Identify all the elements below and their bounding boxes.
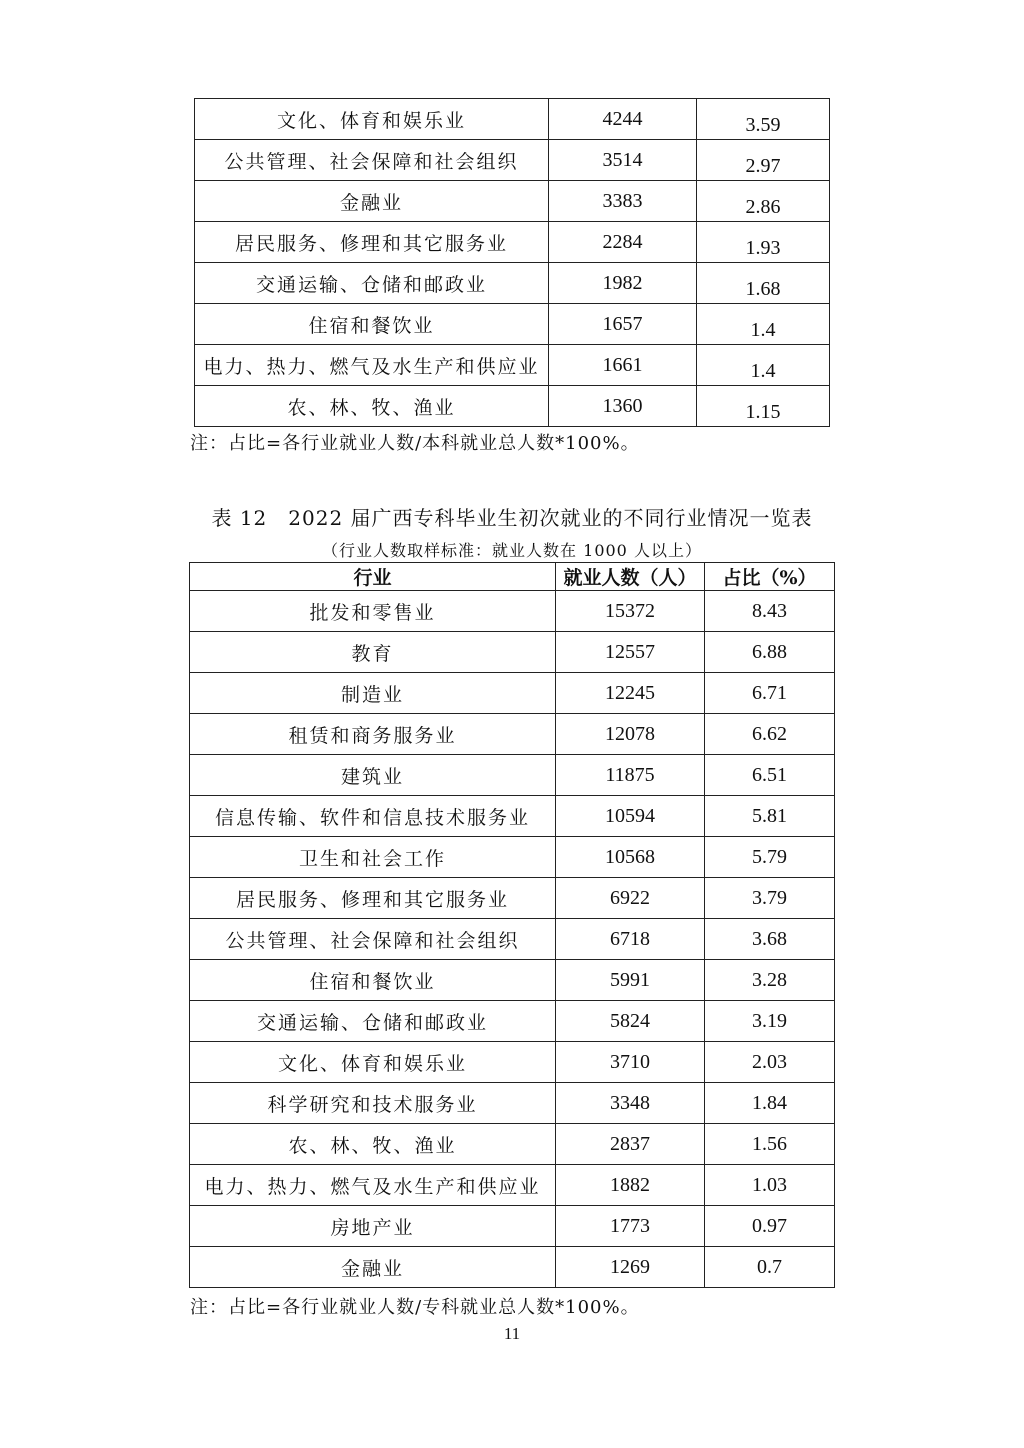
table-row: [190, 919, 835, 960]
count-cell: 2284: [549, 222, 697, 263]
count-cell: 3348: [556, 1083, 705, 1124]
count-cell: 10568: [556, 837, 705, 878]
count-cell: 3710: [556, 1042, 705, 1083]
pct-cell: 1.4: [697, 304, 830, 345]
table-row: [195, 263, 830, 304]
table2-note: 注：占比=各行业就业人数/专科就业总人数*100%。: [190, 1297, 640, 1318]
industry-cell: 住宿和餐饮业: [195, 304, 549, 345]
industry-cell: 金融业: [195, 181, 549, 222]
industry-cell: 公共管理、社会保障和社会组织: [190, 919, 556, 960]
table-row: [190, 673, 835, 714]
count-cell: 1269: [556, 1247, 705, 1288]
table-row: [195, 99, 830, 140]
count-cell: 6922: [556, 878, 705, 919]
pct-cell: 2.86: [697, 181, 830, 222]
table-row: [195, 181, 830, 222]
pct-cell: 6.71: [705, 673, 835, 714]
count-cell: 1657: [549, 304, 697, 345]
pct-cell: 1.84: [705, 1083, 835, 1124]
table2-subtitle: （行业人数取样标准：就业人数在 1000 人以上）: [322, 541, 702, 560]
pct-cell: 1.15: [697, 386, 830, 427]
table-row: [190, 1165, 835, 1206]
header-count: 就业人数（人）: [556, 563, 705, 591]
page-number: 11: [503, 1324, 521, 1343]
pct-cell: 5.79: [705, 837, 835, 878]
table-row: [190, 1083, 835, 1124]
pct-cell: 1.93: [697, 222, 830, 263]
industry-cell: 交通运输、仓储和邮政业: [190, 1001, 556, 1042]
industry-cell: 制造业: [190, 673, 556, 714]
table-undergrad-industries: [194, 98, 830, 427]
industry-cell: 交通运输、仓储和邮政业: [195, 263, 549, 304]
pct-cell: 6.51: [705, 755, 835, 796]
table-row: [190, 1206, 835, 1247]
industry-cell: 电力、热力、燃气及水生产和供应业: [195, 345, 549, 386]
pct-cell: 1.56: [705, 1124, 835, 1165]
pct-cell: 2.03: [705, 1042, 835, 1083]
industry-cell: 教育: [190, 632, 556, 673]
count-cell: 12245: [556, 673, 705, 714]
pct-cell: 8.43: [705, 591, 835, 632]
table1-body: [195, 99, 830, 427]
industry-cell: 卫生和社会工作: [190, 837, 556, 878]
industry-cell: 电力、热力、燃气及水生产和供应业: [190, 1165, 556, 1206]
industry-cell: 住宿和餐饮业: [190, 960, 556, 1001]
count-cell: 1773: [556, 1206, 705, 1247]
count-cell: 3514: [549, 140, 697, 181]
industry-cell: 金融业: [190, 1247, 556, 1288]
industry-cell: 农、林、牧、渔业: [190, 1124, 556, 1165]
table-row: [190, 796, 835, 837]
count-cell: 15372: [556, 591, 705, 632]
count-cell: 1360: [549, 386, 697, 427]
table-vocational-industries: [189, 562, 835, 1288]
table2-header-row: [190, 563, 835, 591]
pct-cell: 2.97: [697, 140, 830, 181]
table2-title: 表 12 2022 届广西专科毕业生初次就业的不同行业情况一览表: [211, 506, 813, 530]
pct-cell: 0.7: [705, 1247, 835, 1288]
pct-cell: 6.62: [705, 714, 835, 755]
industry-cell: 房地产业: [190, 1206, 556, 1247]
pct-cell: 3.68: [705, 919, 835, 960]
table-row: [195, 345, 830, 386]
table-row: [190, 1001, 835, 1042]
table-row: [190, 878, 835, 919]
count-cell: 12078: [556, 714, 705, 755]
count-cell: 1982: [549, 263, 697, 304]
count-cell: 12557: [556, 632, 705, 673]
industry-cell: 批发和零售业: [190, 591, 556, 632]
industry-cell: 居民服务、修理和其它服务业: [195, 222, 549, 263]
count-cell: 5824: [556, 1001, 705, 1042]
industry-cell: 科学研究和技术服务业: [190, 1083, 556, 1124]
header-pct: 占比（%）: [705, 563, 835, 591]
count-cell: 3383: [549, 181, 697, 222]
pct-cell: 0.97: [705, 1206, 835, 1247]
table-row: [195, 222, 830, 263]
pct-cell: 5.81: [705, 796, 835, 837]
table2-body: [190, 591, 835, 1288]
industry-cell: 建筑业: [190, 755, 556, 796]
pct-cell: 6.88: [705, 632, 835, 673]
count-cell: 2837: [556, 1124, 705, 1165]
pct-cell: 1.03: [705, 1165, 835, 1206]
table-row: [190, 1124, 835, 1165]
industry-cell: 信息传输、软件和信息技术服务业: [190, 796, 556, 837]
industry-cell: 文化、体育和娱乐业: [190, 1042, 556, 1083]
table-row: [195, 304, 830, 345]
table-row: [190, 1247, 835, 1288]
table1-note: 注：占比=各行业就业人数/本科就业总人数*100%。: [190, 433, 640, 454]
table-row: [190, 755, 835, 796]
count-cell: 5991: [556, 960, 705, 1001]
header-industry: 行业: [190, 563, 556, 591]
count-cell: 11875: [556, 755, 705, 796]
pct-cell: 3.59: [697, 99, 830, 140]
table-row: [190, 1042, 835, 1083]
industry-cell: 农、林、牧、渔业: [195, 386, 549, 427]
industry-cell: 居民服务、修理和其它服务业: [190, 878, 556, 919]
pct-cell: 3.79: [705, 878, 835, 919]
table-row: [190, 632, 835, 673]
pct-cell: 3.28: [705, 960, 835, 1001]
table-row: [190, 714, 835, 755]
industry-cell: 租赁和商务服务业: [190, 714, 556, 755]
table-row: [190, 837, 835, 878]
industry-cell: 文化、体育和娱乐业: [195, 99, 549, 140]
pct-cell: 1.68: [697, 263, 830, 304]
industry-cell: 公共管理、社会保障和社会组织: [195, 140, 549, 181]
table-row: [195, 386, 830, 427]
pct-cell: 3.19: [705, 1001, 835, 1042]
count-cell: 4244: [549, 99, 697, 140]
table-row: [195, 140, 830, 181]
table-row: [190, 960, 835, 1001]
count-cell: 1882: [556, 1165, 705, 1206]
count-cell: 1661: [549, 345, 697, 386]
table-row: [190, 591, 835, 632]
count-cell: 6718: [556, 919, 705, 960]
count-cell: 10594: [556, 796, 705, 837]
pct-cell: 1.4: [697, 345, 830, 386]
